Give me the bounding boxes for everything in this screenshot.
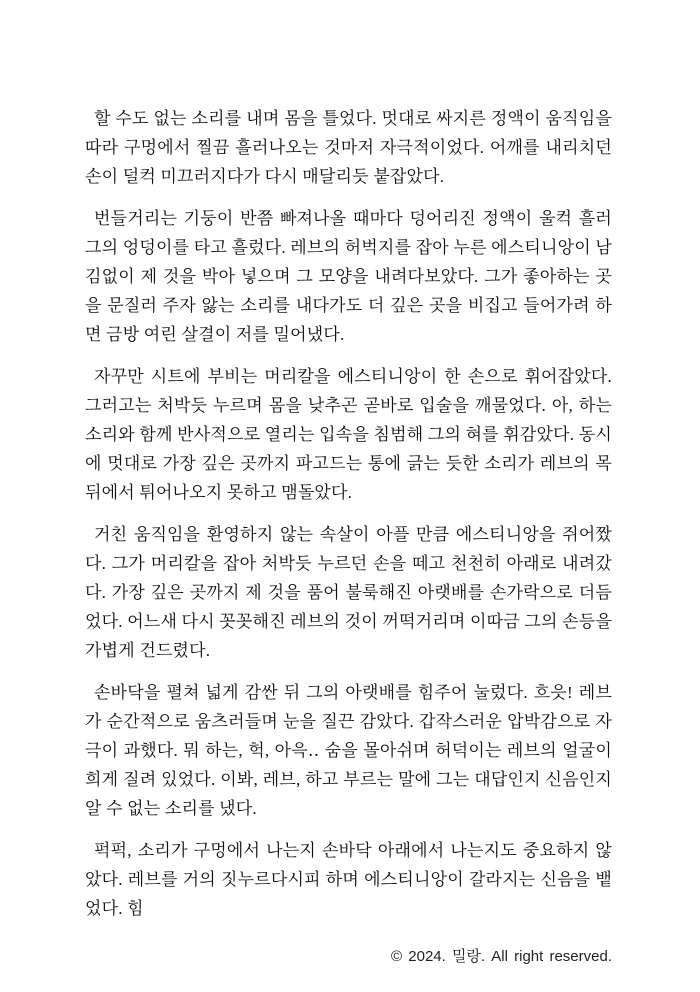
body-paragraph: 손바닥을 펼쳐 넓게 감싼 뒤 그의 아랫배를 힘주어 눌렀다. 흐읏! 레브가 순간적으로 움츠러들며 눈을 질끈 감았다. 갑작스러운 압박감으로 자극이 과했다. 뭐 하는, 헉, 아윽‥ 숨을 몰아쉬며 허덕이는 레브의 얼굴이 희게 질려 있었다. 이봐, 레브, 하고 부르는 말에 그는 대답인지 신음인지 알 수 없는 소리를 냈다. (85, 683, 612, 818)
body-text (85, 104, 612, 923)
body-paragraph: 할 수도 없는 소리를 내며 몸을 틀었다. 멋대로 싸지른 정액이 움직임을 따라 구멍에서 찔끔 흘러나오는 것마저 자극적이었다. 어깨를 내리치던 손이 덜컥 미끄러지다가 다시 매달리듯 붙잡았다. (85, 109, 612, 186)
copyright-notice: © 2024. 밀랑. All right reserved. (391, 948, 612, 965)
body-paragraph: 번들거리는 기둥이 반쯤 빠져나올 때마다 덩어리진 정액이 울컥 흘러 그의 엉덩이를 타고 흘렀다. 레브의 허벅지를 잡아 누른 에스티니앙이 남김없이 제 것을 박아 넣으며 그 모양을 내려다보았다. 그가 좋아하는 곳을 문질러 주자 앓는 소리를 내다가도 더 깊은 곳을 비집고 들어가려 하면 금방 여린 살결이 저를 밀어냈다. (85, 209, 612, 344)
body-paragraph: 퍽퍽, 소리가 구멍에서 나는지 손바닥 아래에서 나는지도 중요하지 않았다. 레브를 거의 짓누르다시피 하며 에스티니앙이 갈라지는 신음을 뱉었다. 힘 (85, 841, 612, 918)
body-paragraph: 거친 움직임을 환영하지 않는 속살이 아플 만큼 에스티니앙을 쥐어짰다. 그가 머리칼을 잡아 처박듯 누르던 손을 떼고 천천히 아래로 내려갔다. 가장 깊은 곳까지 제 것을 품어 불룩해진 아랫배를 손가락으로 더듬었다. 어느새 다시 꼿꼿해진 레브의 것이 꺼떡거리며 이따금 그의 손등을 가볍게 건드렸다. (85, 525, 612, 660)
body-paragraph: 자꾸만 시트에 부비는 머리칼을 에스티니앙이 한 손으로 휘어잡았다. 그러고는 처박듯 누르며 몸을 낮추곤 곧바로 입술을 깨물었다. 아, 하는 소리와 함께 반사적으로 열리는 입속을 침범해 그의 혀를 휘감았다. 동시에 멋대로 가장 깊은 곳까지 파고드는 통에 긁는 듯한 소리가 레브의 목 뒤에서 튀어나오지 못하고 맴돌았다. (85, 367, 612, 502)
